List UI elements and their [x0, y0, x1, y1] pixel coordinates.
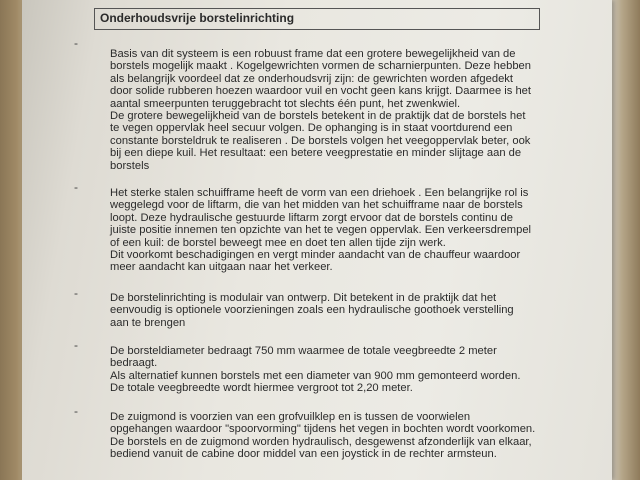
text-line: De totale veegbreedte wordt hiermee vergroot tot 2,20 meter. — [110, 382, 413, 395]
text-line: De grotere bewegelijkheid van de borstels betekent in de praktijk dat de borstels het — [110, 110, 526, 123]
text-line: als belangrijk voordeel dat ze onderhoudsvrij zijn: de gewrichten worden afgedekt — [110, 72, 513, 85]
bullet-marker: - — [74, 180, 78, 194]
bullet-marker: - — [74, 338, 78, 352]
paragraph-schuifframe — [110, 187, 580, 274]
text-line: bediend vanuit de cabine door middel van een joystick in de rechter armsteun. — [110, 448, 497, 461]
document-heading: Onderhoudsvrije borstelinrichting — [94, 8, 540, 30]
text-line: Basis van dit systeem is een robuust frame dat een grotere bewegelijkheid van de — [110, 48, 516, 60]
bullet-marker: - — [74, 286, 78, 300]
document-page — [22, 0, 612, 480]
text-line: De borstels en de zuigmond worden hydraulisch, desgewenst afzonderlijk van elkaar, — [110, 435, 532, 448]
text-line: De borsteldiameter bedraagt 750 mm waarmee de totale veegbreedte 2 meter — [110, 345, 497, 357]
text-line: borstels — [110, 159, 150, 172]
text-line: eenvoudig is optionele voorzieningen zoals een hydraulische goothoek verstelling — [110, 304, 514, 317]
text-line: loopt. Deze hydraulische gestuurde liftarm zorgt ervoor dat de borstels continu de — [110, 211, 513, 224]
text-line: aan te brengen — [110, 316, 186, 329]
bullet-marker: - — [74, 36, 78, 50]
paragraph-modulair — [110, 292, 580, 329]
paragraph-zuigmond — [110, 411, 580, 461]
text-line: De borstelinrichting is modulair van ontwerp. Dit betekent in de praktijk dat het — [110, 292, 497, 304]
text-line: bedraagt. — [110, 357, 158, 370]
table-surface-right — [610, 0, 640, 480]
paragraph-borsteldiameter — [110, 345, 580, 395]
text-line: opgehangen waardoor "spoorvorming" tijdens het vegen in bochten wordt voorkomen. — [110, 423, 536, 436]
text-line: bij een diepe kuil. Het resultaat: een betere veegprestatie en minder slijtage aan de — [110, 147, 522, 160]
text-line: te vegen oppervlak heel secuur volgen. De ophanging is in staat voortdurend een — [110, 122, 513, 135]
text-line: meer aandacht kan uitgaan naar het verkeer. — [110, 261, 333, 274]
text-line: aantal smeerpunten teruggebracht tot slechts één punt, het zwenkwiel. — [110, 97, 461, 110]
paragraph-basis — [110, 48, 580, 172]
text-line: constante borsteldruk te realiseren . De borstels volgen het veegoppervlak beter, ook — [110, 134, 531, 147]
text-line: juiste positie innemen ten opzichte van het te vegen oppervlak. Een verkeersdrempel — [110, 224, 532, 237]
text-line: borstels mogelijk maakt . Kogelgewrichten vormen de scharnierpunten. Deze hebben — [110, 60, 532, 73]
text-line: Het sterke stalen schuifframe heeft de vorm van een driehoek . Een belangrijke rol is — [110, 187, 529, 199]
text-line: door solide rubberen hoezen waardoor vuil en vocht geen kans krijgt. Daarmee is het — [110, 85, 532, 98]
text-line: De zuigmond is voorzien van een grofvuilklep en is tussen de voorwielen — [110, 411, 471, 423]
text-line: of een kuil: de borstel beweegt mee en doet ten allen tijde zijn werk. — [110, 236, 446, 249]
bullet-marker: - — [74, 404, 78, 418]
text-line: Als alternatief kunnen borstels met een diameter van 900 mm gemonteerd worden. — [110, 369, 521, 382]
text-line: Dit voorkomt beschadigingen en vergt minder aandacht van de chauffeur waardoor — [110, 249, 521, 262]
text-line: weggelegd voor de liftarm, die van het midden van het schuifframe naar de borstels — [110, 199, 523, 212]
